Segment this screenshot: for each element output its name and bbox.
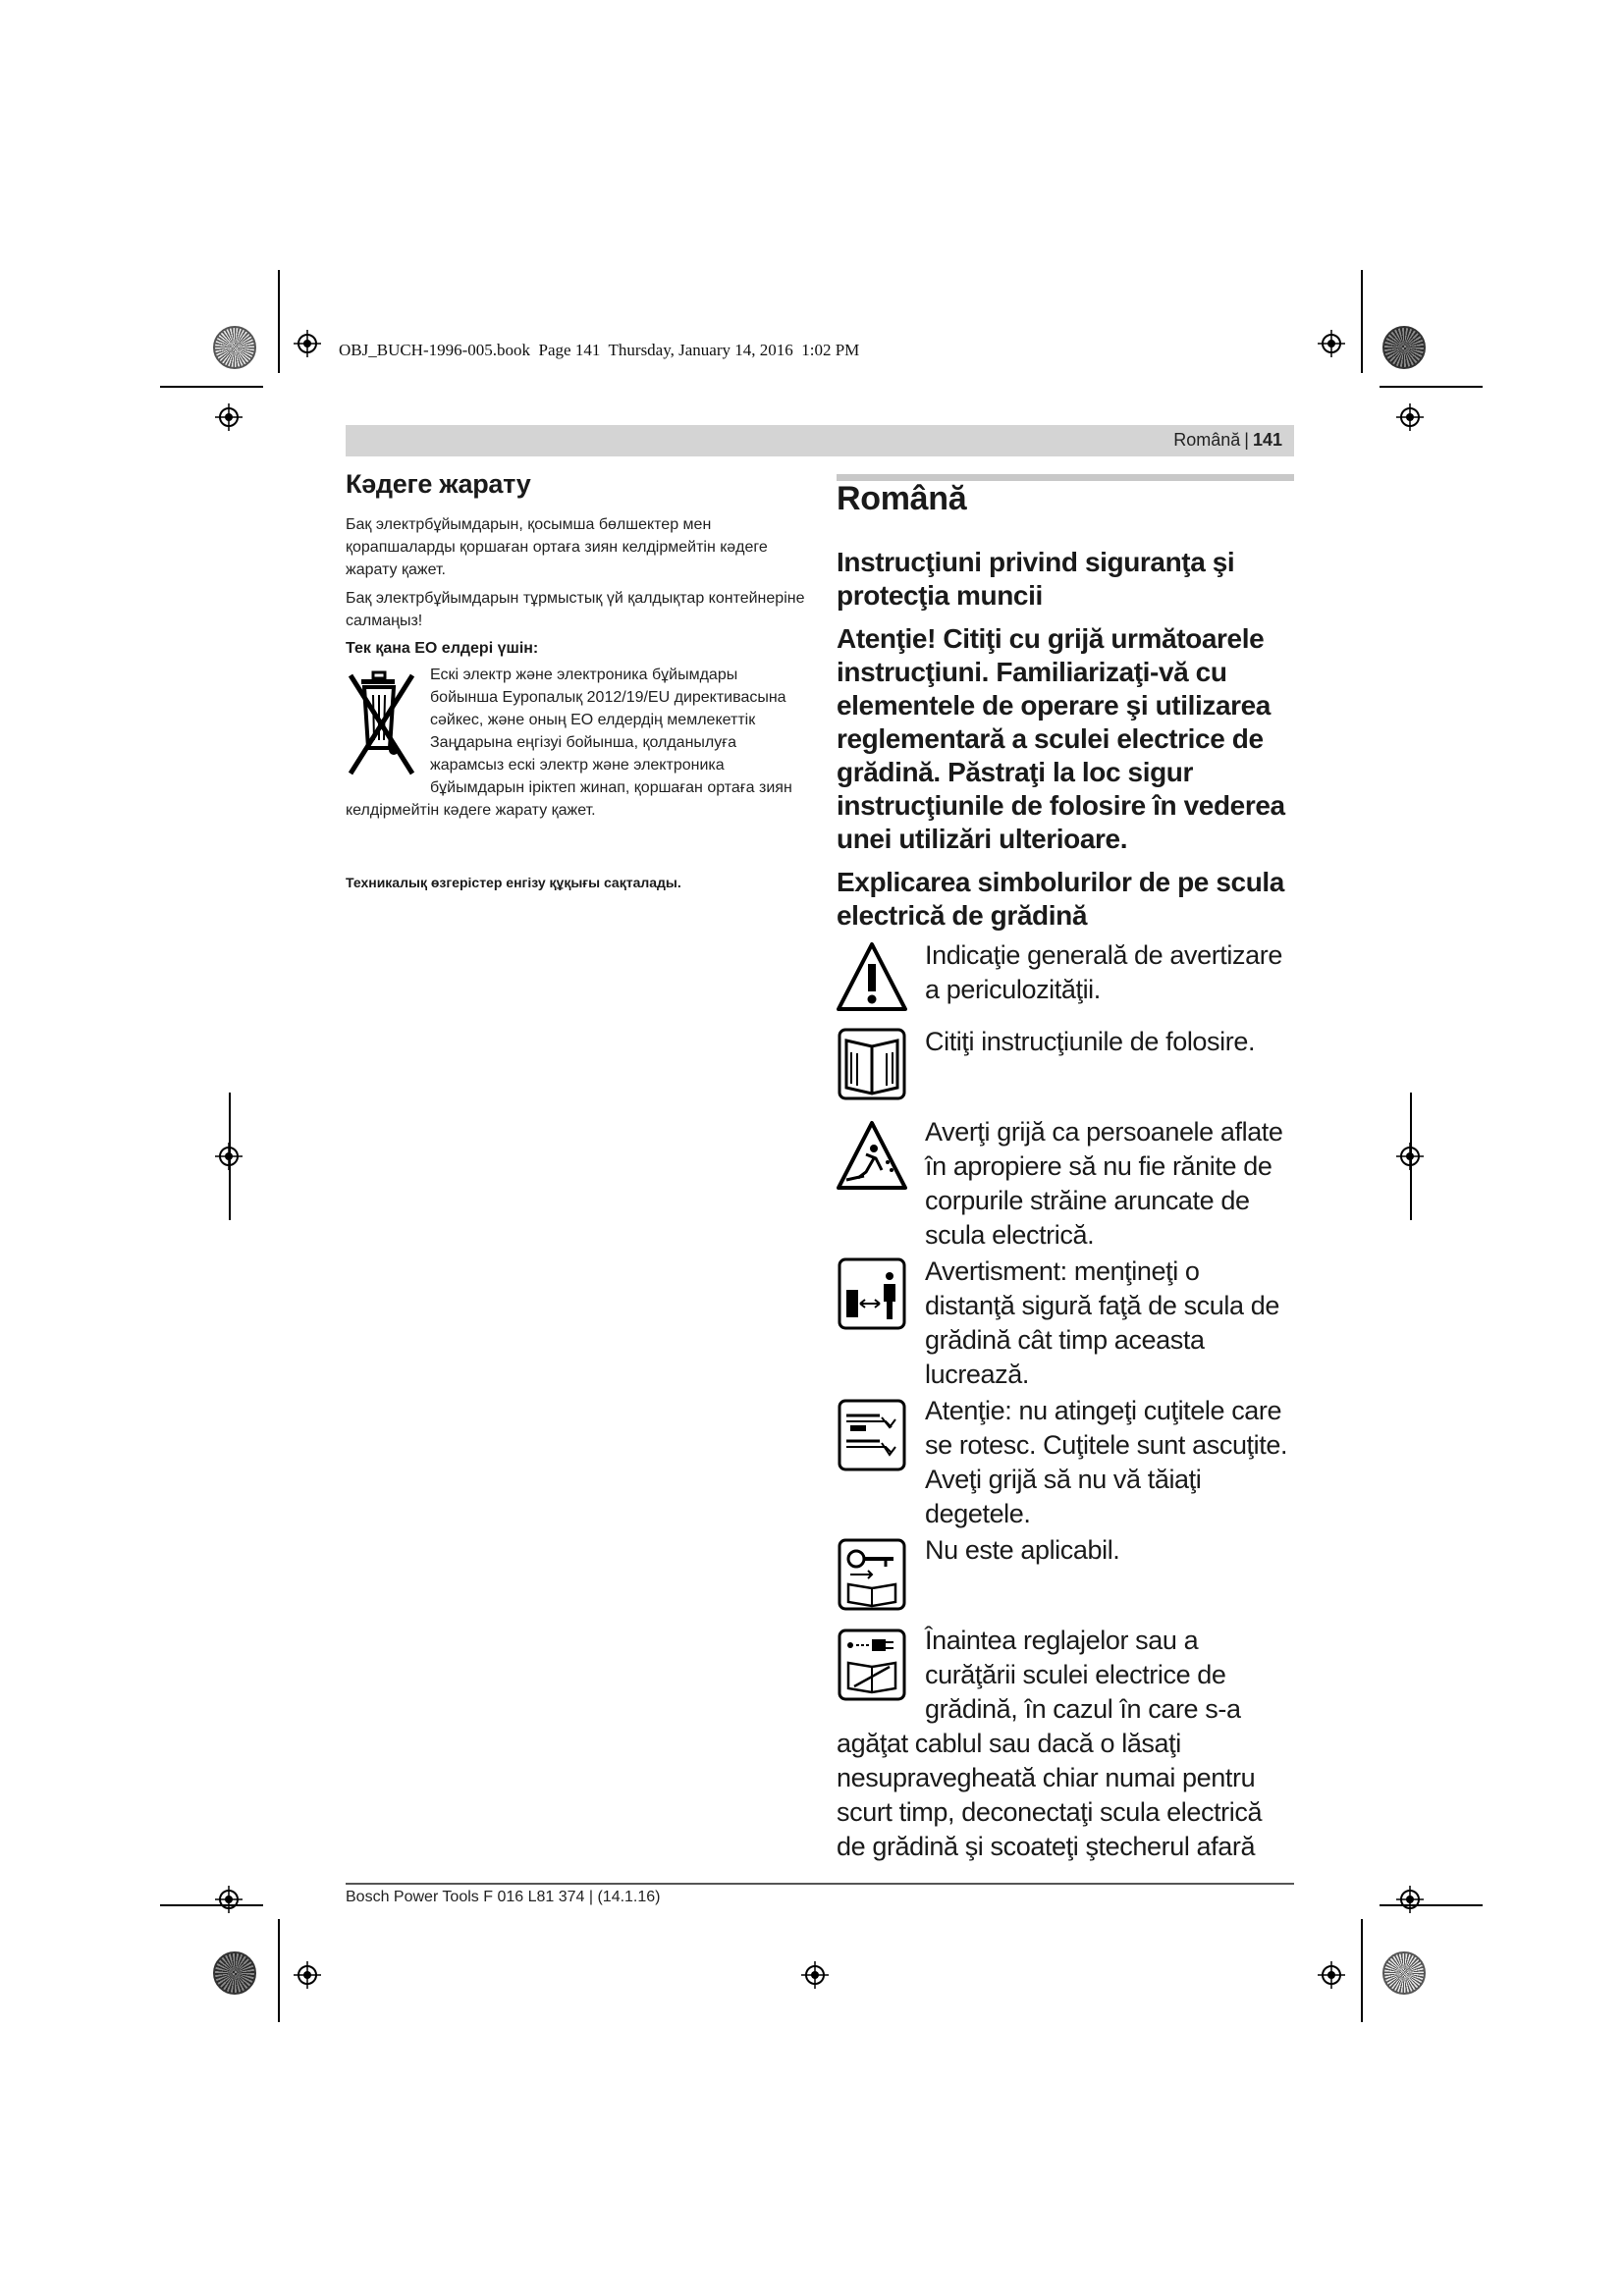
symbol-row [837,1533,1294,1624]
symbol-row [837,1255,1294,1394]
weee-block [346,664,805,828]
kazakh-column [346,463,805,890]
disposal-paragraph-1: Бақ электрбұйымдарын, қосымша бөлшектер мен қорапшаларды қоршаған ортаға зиян келдірмейтін кәдеге жарату қажет. [346,516,768,578]
registration-mark-icon [294,1961,321,1989]
warning-paragraph: Atenţie! Citiţi cu grijă următoarele instrucţiuni. Familiarizaţi-vă cu elementele de operare şi utilizarea reglementară a sculei electrice de grădină. Păstraţi la loc sigur instrucţiunile de folosire în vederea unei utilizări ulterioare. [837,623,1285,854]
romanian-column [837,477,1294,1864]
rotating-blades-icon [837,1398,907,1472]
safe-distance-icon [837,1256,907,1331]
header-language: Română [1173,430,1241,450]
weee-directive-text: Ескі электр және электроника бұйымдары бойынша Еуропалық 2012/19/EU директивасына сәйкес, және оның ЕО елдердің мемлекеттік Заңдарына еңгізуі бойынша, қолданылуға жарамсыз ескі электр және электроника бұйымдарын іріктеп жинап, қоршаған ортаға зиян келдірмейтін кәдеге жарату қажет. [346,667,792,819]
registration-mark-icon [1396,403,1424,431]
color-wheel-icon [213,326,256,369]
symbol-row [837,938,1294,1025]
registration-mark-icon [215,1886,243,1913]
unplug-block [837,1624,1294,1864]
symbol-text: Atenţie: nu atingeţi cuţitele care se rotesc. Cuţitele sunt ascuţite. Aveţi grijă să nu vă tăiaţi degetele. [925,1396,1288,1528]
running-header [346,425,1294,456]
thrown-objects-icon [837,1119,907,1194]
safety-heading: Instrucţiuni privind siguranţa şi protecţia muncii [837,547,1235,611]
key-manual-icon [837,1537,907,1612]
symbol-row [837,1025,1294,1115]
eu-only-label: Тек қана ЕО елдері үшін: [346,640,539,657]
registration-mark-icon [1318,330,1345,357]
symbols-heading: Explicarea simbolurilor de pe scula electrică de grădină [837,867,1284,931]
registration-mark-icon [294,330,321,357]
footer-rule [346,1883,1294,1885]
page-number: 141 [1252,430,1282,450]
registration-mark-icon [1396,1886,1424,1913]
color-wheel-icon [213,1951,256,1995]
unplug-text: Înaintea reglajelor sau a curăţării sculei electrice de grădină, în cazul în care s-a agăţat cablul sau dacă o lăsaţi nesupravegheată chiar numai pentru scurt timp, deconectaţi scula electrică de grădină şi scoateţi ştecherul afară [837,1626,1263,1861]
symbol-text: Averţi grijă ca persoanele aflate în apropiere să nu fie rănite de corpurile străine aruncate de scula electrică. [925,1117,1283,1250]
footer-imprint: Bosch Power Tools F 016 L81 374 | (14.1.16) [346,1889,661,1905]
registration-mark-icon [215,403,243,431]
symbol-text: Avertisment: menţineţi o distanţă sigură faţă de scula de grădină cât timp aceasta lucrează. [925,1256,1279,1389]
disposal-heading: Кәдеге жарату [346,469,531,499]
print-slug: OBJ_BUCH-1996-005.book Page 141 Thursday, January 14, 2016 1:02 PM [339,341,860,359]
color-wheel-icon [1382,326,1426,369]
registration-mark-icon [1396,1143,1424,1170]
symbol-row [837,1115,1294,1255]
technical-changes-note: Техникалық өзгерістер енгізу құқығы сақталады. [346,875,681,890]
registration-mark-icon [215,1143,243,1170]
symbol-text: Indicaţie generală de avertizare a periculozităţii. [925,940,1282,1004]
registration-mark-icon [1318,1961,1345,1989]
header-label: Română | 141 [1173,430,1282,450]
symbol-text: Citiţi instrucţiunile de folosire. [925,1027,1256,1056]
section-title: Română [837,480,967,517]
read-manual-icon [837,1027,907,1101]
warning-triangle-icon [837,940,907,1015]
disposal-paragraph-2: Бақ электрбұйымдарын тұрмыстық үй қалдықтар контейнеріне салмаңыз! [346,590,805,629]
symbol-text: Nu este aplicabil. [925,1535,1120,1565]
crossed-bin-icon [348,667,416,787]
unplug-icon [837,1628,907,1702]
registration-mark-icon [801,1961,829,1989]
color-wheel-icon [1382,1951,1426,1995]
symbol-row [837,1394,1294,1533]
